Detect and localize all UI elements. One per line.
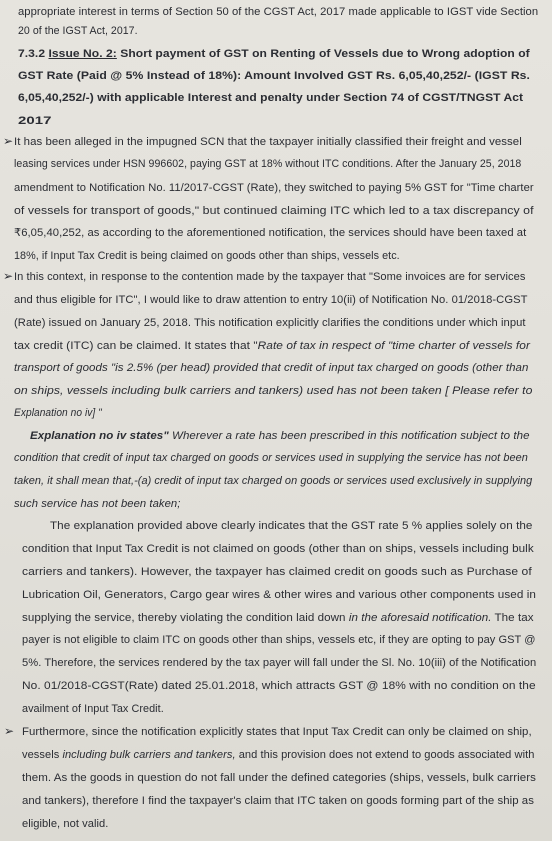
text-line: [22, 771, 536, 785]
bullet-arrow-icon: ➢: [4, 724, 15, 738]
text-line: [18, 47, 530, 61]
text-line: [22, 679, 536, 693]
text-segment: availment of Input Tax Credit.: [22, 703, 164, 715]
text-segment: (Rate) issued on January 25, 2018. This notification explicitly clarifies the conditions under which input: [14, 317, 526, 329]
text-line: [22, 588, 536, 602]
text-segment: supplying the service, thereby violating the condition laid down: [22, 612, 349, 624]
text-segment: appropriate interest in terms of Section 50 of the CGST Act, 2017 made applicable to IGST vide Section: [18, 6, 539, 18]
text-line: [22, 611, 534, 625]
text-segment: 7.3.2: [18, 48, 49, 60]
text-line: [18, 69, 530, 83]
text-segment: Lubrication Oil, Generators, Cargo gear wires & other wires and various other components used in: [22, 589, 536, 601]
text-line: [14, 181, 534, 195]
text-segment: Furthermore, since the notification explicitly states that Input Tax Credit can only be claimed on ship,: [22, 726, 532, 738]
text-segment: GST Rate (Paid @ 5% Instead of 18%): Amount Involved GST Rs. 6,05,40,252/- (IGST Rs.: [18, 70, 530, 82]
text-segment: and tankers), therefore I find the taxpayer's claim that ITC taken on goods forming part of the ship as: [22, 795, 534, 807]
text-segment: The explanation provided above clearly indicates that the GST rate 5 % applies solely on the: [50, 520, 533, 532]
bullet-arrow-icon: ➢: [3, 269, 14, 283]
text-line: [22, 702, 164, 716]
text-line: [22, 817, 108, 831]
text-segment: 5%. Therefore, the services rendered by the tax payer will fall under the Sl. No. 10(iii) of the Notification: [22, 657, 537, 669]
text-segment: 6,05,40,252/-) with applicable Interest and penalty under Section 74 of CGST/TNGST Act: [18, 92, 524, 104]
text-line: [22, 656, 536, 670]
text-segment: such service has not been taken;: [14, 498, 181, 510]
text-segment: 20 of the IGST Act, 2017.: [18, 25, 138, 37]
text-segment: tax credit (ITC) can be claimed. It states that ": [14, 340, 258, 352]
text-line: [50, 519, 532, 533]
text-segment: taken, it shall mean that,-(a) credit of input tax charged on goods or services used exclusively in supplying: [14, 475, 533, 487]
text-line: [18, 91, 523, 105]
text-segment: transport of goods "is 2.5% (per head) provided that credit of input tax charged on goods (other than: [14, 362, 529, 374]
text-line: [14, 157, 521, 171]
text-line: [14, 474, 532, 488]
bullet-arrow-icon: ➢: [3, 134, 14, 148]
text-line: [22, 633, 536, 647]
text-segment: carriers and tankers). However, the taxpayer has claimed credit on goods such as Purchase of: [22, 566, 532, 578]
text-line: [14, 204, 534, 218]
text-segment: including bulk carriers and tankers,: [62, 749, 236, 761]
text-line: [22, 748, 534, 762]
text-segment: them. As the goods in question do not fall under the defined categories (ships, vessels, bulk carriers: [22, 772, 536, 784]
text-segment: The tax: [491, 612, 534, 624]
text-segment: and thus eligible for ITC", I would like to draw attention to entry 10(ii) of Notification No. 01/2018-CGST: [14, 294, 528, 306]
text-segment: of vessels for transport of goods," but continued claiming ITC which led to a tax discrepancy of: [14, 205, 534, 217]
text-line: [18, 114, 52, 128]
text-segment: condition that credit of input tax charged on goods or services used in supplying the service has not been: [14, 452, 528, 464]
text-line: [14, 316, 526, 330]
text-line: [22, 794, 534, 808]
text-line: [14, 361, 528, 375]
text-segment: condition that Input Tax Credit is not claimed on goods (other than on ships, vessels including bulk: [22, 543, 534, 555]
text-segment: Explanation no iv] ": [14, 407, 102, 419]
text-line: [14, 384, 533, 398]
text-line: [22, 542, 534, 556]
text-line: [30, 429, 530, 443]
text-line: [14, 293, 527, 307]
text-segment: It has been alleged in the impugned SCN that the taxpayer initially classified their freight and vessel: [14, 136, 522, 148]
text-segment: Issue No. 2:: [48, 48, 117, 60]
text-line: [22, 565, 532, 579]
text-line: [14, 135, 522, 149]
text-segment: Short payment of GST on Renting of Vessels due to Wrong adoption of: [116, 48, 530, 60]
text-line: [14, 451, 528, 465]
text-segment: payer is not eligible to claim ITC on goods other than ships, vessels etc, if they are opting to pay GST @: [22, 634, 536, 646]
text-line: [14, 339, 530, 353]
text-segment: 18%, if Input Tax Credit is being claimed on goods other than ships, vessels etc.: [14, 250, 400, 262]
text-segment: ₹6,05,40,252, as according to the aforementioned notification, the services should have been taxed at: [14, 227, 527, 239]
text-segment: leasing services under HSN 996602, paying GST at 18% without ITC conditions. After the January 25, 2018: [14, 158, 522, 170]
text-segment: No. 01/2018-CGST(Rate) dated 25.01.2018, which attracts GST @ 18% with no condition on the: [22, 680, 536, 692]
text-segment: on ships, vessels including bulk carriers and tankers) used has not been taken [ Please refer to: [14, 385, 533, 397]
text-line: [22, 725, 532, 739]
text-line: [18, 5, 538, 19]
text-segment: 2017: [18, 115, 52, 127]
text-segment: Explanation no iv states": [30, 430, 169, 442]
text-line: [14, 226, 526, 240]
text-segment: in the aforesaid notification.: [348, 612, 492, 624]
text-line: [14, 497, 180, 511]
text-segment: eligible, not valid.: [22, 818, 109, 830]
text-segment: amendment to Notification No. 11/2017-CGST (Rate), they switched to paying 5% GST for "Time charter: [14, 182, 534, 194]
text-line: [14, 249, 400, 263]
text-segment: vessels: [22, 749, 63, 761]
text-line: [14, 270, 525, 284]
text-segment: and this provision does not extend to goods associated with: [235, 749, 535, 761]
text-line: [14, 406, 102, 420]
text-line: [18, 24, 138, 38]
text-segment: Wherever a rate has been prescribed in this notification subject to the: [168, 430, 530, 442]
text-segment: Rate of tax in respect of "time charter of vessels for: [257, 340, 530, 352]
text-segment: In this context, in response to the contention made by the taxpayer that "Some invoices are for services: [14, 271, 526, 283]
